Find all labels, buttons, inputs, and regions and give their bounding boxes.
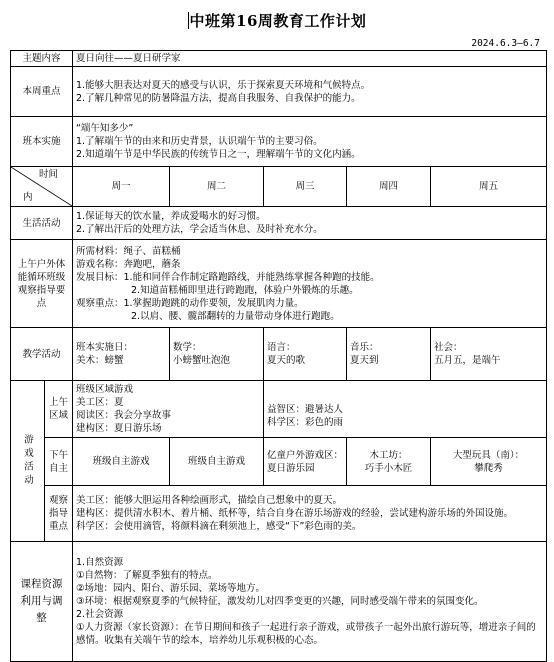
games-pm-cell: 班级自主游戏 xyxy=(170,438,264,486)
row-class-impl xyxy=(11,117,547,167)
teaching-cell-mon: 班本实施日： 美术：螃蟹 xyxy=(73,328,170,381)
day-header: 周四 xyxy=(347,167,431,207)
header-content-label: 内 xyxy=(23,192,33,203)
teaching-cell-tue: 数学： 小螃蟹吐泡泡 xyxy=(170,328,264,381)
class-impl-line: 2.知道端午节是中华民族的传统节日之一，理解端午节的文化内涵。 xyxy=(76,149,361,160)
life-label: 生活活动 xyxy=(11,207,73,240)
row-resources xyxy=(11,542,547,662)
row-weekly-focus xyxy=(11,67,547,117)
row-teaching xyxy=(11,328,547,381)
games-pm-cell: 木工坊： 巧手小木匠 xyxy=(347,438,431,486)
class-impl-line: “端午知多少” xyxy=(76,123,134,134)
games-label: 游戏活动 xyxy=(11,381,45,542)
games-am-label: 上午区域 xyxy=(45,381,73,438)
text-cursor xyxy=(188,12,189,29)
outdoor-line: 2.以肩、腰、髋部翻转的力量带动身体进行跑跑。 xyxy=(131,310,340,322)
outdoor-line: 发展目标：1.能和同伴合作制定路跑路线，并能熟练掌握各种跑的技能。 xyxy=(76,271,380,283)
day-header: 周三 xyxy=(264,167,347,207)
row-outdoor-am xyxy=(11,240,547,328)
teaching-cell-thu: 音乐： 夏天到 xyxy=(347,328,431,381)
games-pm-cell: 班级自主游戏 xyxy=(73,438,170,486)
games-pm-cell: 亿童户外游戏区： 夏日游乐园 xyxy=(264,438,347,486)
row-theme xyxy=(11,51,547,67)
life-line: 2.了解出汗后的处理方法，学会适当休息、及时补充水分。 xyxy=(76,224,323,235)
class-impl-line: 1.了解端午节的由来和历史背景，认识端午节的主要习俗。 xyxy=(76,136,323,147)
outdoor-line: 2.知道苗糕桶即里进行跨跑跑，体验户外锻炼的乐趣。 xyxy=(131,284,359,296)
date-range: 2024.6.3—6.7 xyxy=(471,38,540,49)
teaching-cell-wed: 语言： 夏天的歌 xyxy=(264,328,347,381)
outdoor-line: 游戏名称：奔跑吧，蘑条 xyxy=(76,258,181,270)
teaching-label: 教学活动 xyxy=(11,328,73,381)
weekly-focus-line: 1.能够大胆表达对夏天的感受与认识，乐于探索夏天环境和气候特点。 xyxy=(76,79,371,91)
games-am-right: 益智区：避暑达人 科学区：彩色的雨 xyxy=(264,381,547,438)
games-observe-content: 美工区：能够大胆运用各种绘画形式，描绘自己想象中的夏天。 建构区：提供清水积木、着片桶、纸杯等，结合自身在游乐场游戏的经验，尝试建构游乐场的外国设施。 科学区：会使用滴管，将颜料滴在剩须池上，感受“下”彩色雨的美。 xyxy=(73,486,547,542)
row-games-pm xyxy=(11,438,547,486)
weekly-focus-line: 2.了解几种常见的防暑降温方法，提高自我服务、自我保护的能力。 xyxy=(76,92,361,104)
games-am-left: 班级区域游戏 美工区：夏 阅读区：我会分享故事 建构区：夏日游乐场 xyxy=(73,381,264,438)
outdoor-line: 观察重点：1.掌握助跑跳的动作要领，发展肌肉力量。 xyxy=(76,297,304,309)
games-observe-label: 观察指导重点 xyxy=(45,486,73,542)
document-title: 中班第16周教育工作计划 xyxy=(189,12,367,30)
games-pm-cell: 大型玩具（南）： 攀爬秀 xyxy=(431,438,547,486)
teaching-cell-fri: 社会： 五月五，是端午 xyxy=(431,328,547,381)
header-time-label: 时间 xyxy=(39,169,59,180)
plan-table xyxy=(10,50,547,662)
row-life xyxy=(11,207,547,240)
day-header: 周五 xyxy=(431,167,547,207)
weekly-focus-label: 本周重点 xyxy=(11,67,73,117)
day-header: 周一 xyxy=(73,167,170,207)
row-games-observe xyxy=(11,486,547,542)
theme-value: 夏日向往——夏日研学家 xyxy=(73,51,547,67)
life-line: 1.保证每天的饮水量，养成爱喝水的好习惯。 xyxy=(76,211,266,222)
resources-content: 1.自然资源 ①自然物：了解夏季独有的特点。 ②场地：园内、阳台、游乐园、菜场等地方。 ③环境：根据观察夏季的气候特征，激发幼儿对四季变更的兴趣，同时感受端午带来的氛围变化。 2.社会资源 ①人力资源（家长资源）：在节日期间和孩子一起进行亲子游戏，或带孩子一起外出旅行游玩等，增进亲子间的感情。收集有关端午节的绘本，培养幼儿乐观积极的心态。 xyxy=(73,542,547,662)
games-pm-label: 下午自主 xyxy=(45,438,73,486)
row-days-header xyxy=(11,167,547,207)
diagonal-header xyxy=(11,167,73,207)
class-impl-label: 班本实施 xyxy=(11,117,73,167)
day-header: 周二 xyxy=(170,167,264,207)
row-games-am xyxy=(11,381,547,438)
resources-label: 课程资源利用与调整 xyxy=(11,542,73,662)
outdoor-am-label: 上午户外体能循环班级观察指导要点 xyxy=(11,240,73,328)
outdoor-line: 所需材料：绳子、苗糕桶 xyxy=(76,245,181,257)
theme-label: 主题内容 xyxy=(11,51,73,67)
